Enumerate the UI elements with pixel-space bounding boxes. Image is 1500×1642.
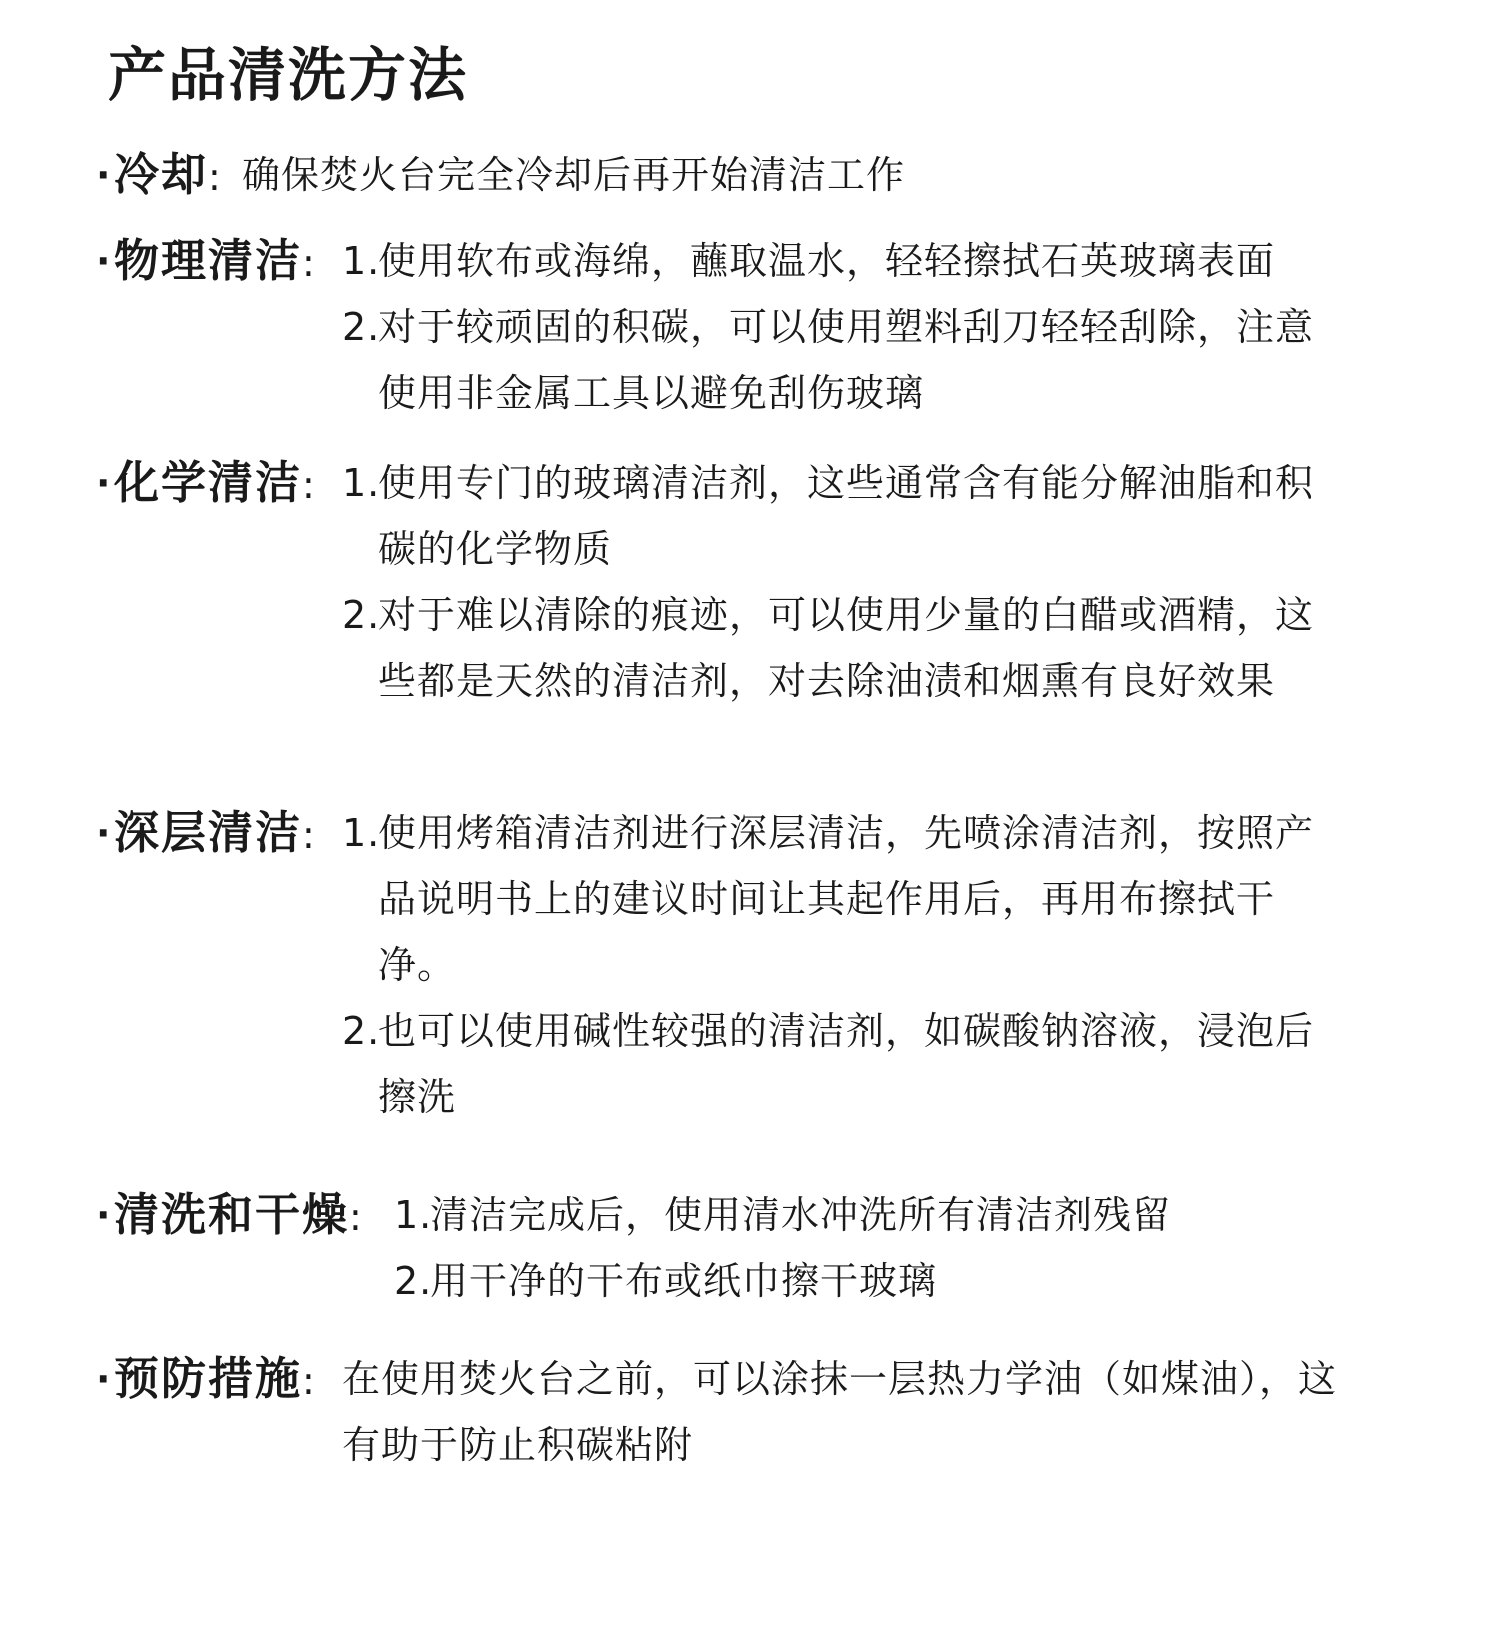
page-title: 产品清洗方法 bbox=[108, 41, 469, 109]
item-number: 2. bbox=[394, 1259, 433, 1303]
list-item bbox=[342, 228, 1362, 294]
section-label: 预防措施: bbox=[114, 1352, 317, 1405]
item-text: 对于难以清除的痕迹，可以使用少量的白醋或酒精，这些都是天然的清洁剂，对去除油渍和烟熏有良好效果 bbox=[378, 593, 1315, 703]
item-number: 2. bbox=[342, 305, 381, 349]
list-item bbox=[394, 1248, 1354, 1314]
item-text: 使用烤箱清洁剂进行深层清洁，先喷涂清洁剂，按照产品说明书上的建议时间让其起作用后，再用布擦拭干净。 bbox=[378, 811, 1315, 987]
item-text: 使用专门的玻璃清洁剂，这些通常含有能分解油脂和积碳的化学物质 bbox=[378, 461, 1315, 571]
section-body bbox=[242, 142, 1262, 208]
section-items bbox=[342, 450, 1362, 714]
item-number: 2. bbox=[342, 1009, 381, 1053]
section-label: 冷却: bbox=[114, 148, 223, 201]
item-number: 1. bbox=[394, 1193, 433, 1237]
bullet: · bbox=[96, 811, 112, 855]
list-item bbox=[394, 1182, 1354, 1248]
bullet: · bbox=[96, 1193, 112, 1237]
section-items bbox=[394, 1182, 1354, 1314]
list-item bbox=[342, 450, 1322, 582]
section-body bbox=[342, 1346, 1362, 1478]
section-label: 物理清洁: bbox=[114, 234, 317, 287]
item-number: 2. bbox=[342, 593, 381, 637]
list-item bbox=[342, 998, 1347, 1130]
bullet: · bbox=[96, 461, 112, 505]
section-label: 化学清洁: bbox=[114, 456, 317, 509]
section-label: 清洗和干燥: bbox=[114, 1188, 364, 1241]
item-number: 1. bbox=[342, 239, 381, 283]
section-items bbox=[342, 228, 1362, 426]
item-text: 对于较顽固的积碳，可以使用塑料刮刀轻轻刮除，注意使用非金属工具以避免刮伤玻璃 bbox=[378, 305, 1315, 415]
section-text: 在使用焚火台之前，可以涂抹一层热力学油（如煤油），这有助于防止积碳粘附 bbox=[342, 1357, 1338, 1467]
list-item bbox=[342, 800, 1347, 998]
section-label: 深层清洁: bbox=[114, 806, 317, 859]
section-text: 确保焚火台完全冷却后再开始清洁工作 bbox=[242, 153, 906, 197]
item-text: 使用软布或海绵，蘸取温水，轻轻擦拭石英玻璃表面 bbox=[378, 239, 1276, 283]
item-number: 1. bbox=[342, 811, 381, 855]
item-text: 也可以使用碱性较强的清洁剂，如碳酸钠溶液，浸泡后擦洗 bbox=[378, 1009, 1315, 1119]
bullet: · bbox=[96, 1357, 112, 1401]
list-item bbox=[342, 294, 1342, 426]
bullet: · bbox=[96, 239, 112, 283]
section-items bbox=[342, 800, 1362, 1130]
bullet: · bbox=[96, 153, 112, 197]
item-number: 1. bbox=[342, 461, 381, 505]
item-text: 用干净的干布或纸巾擦干玻璃 bbox=[430, 1259, 938, 1303]
list-item bbox=[342, 582, 1342, 714]
item-text: 清洁完成后，使用清水冲洗所有清洁剂残留 bbox=[430, 1193, 1172, 1237]
